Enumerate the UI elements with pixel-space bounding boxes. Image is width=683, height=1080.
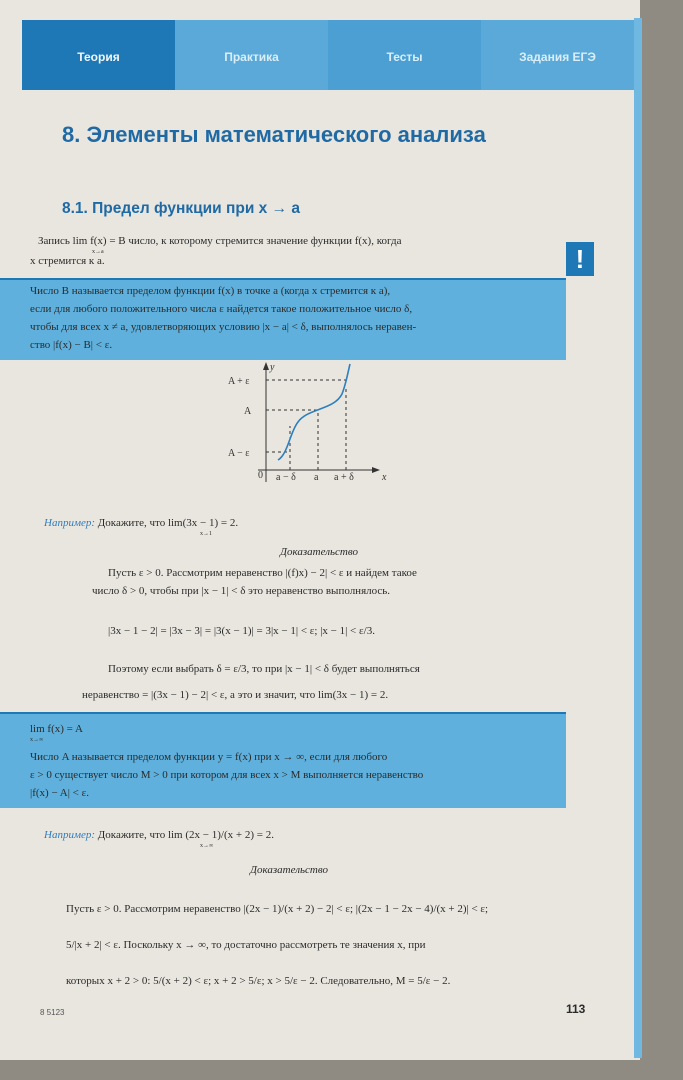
example2-text: Докажите, что lim (2x − 1)/(x + 2) = 2. [97,829,274,841]
page-edge-stripe [634,18,642,1058]
definition2-line-1: Число A называется пределом функции y = f(x) при x → ∞, если для любого [30,751,388,763]
example2-subscript: x→∞ [200,843,214,849]
page-number: 113 [566,1002,586,1016]
label-a-plus-eps: A + ε [228,376,250,387]
proof2-title: Доказательство [250,864,328,876]
example1 [44,516,238,531]
proof2-line-3: которых x + 2 > 0: 5/(x + 2) < ε; x + 2 > 5/ε; x > 5/ε − 2. Следовательно, M = 5/ε − 2. [66,975,451,987]
label-a-plus-delta: a + δ [334,472,354,483]
proof1-line-3: |3x − 1 − 2| = |3x − 3| = |3(x − 1)| = 3|x − 1| < ε; |x − 1| < ε/3. [108,625,375,637]
x-axis-arrow [372,467,380,473]
tab-exam-tasks[interactable]: Задания ЕГЭ [481,20,634,90]
definition1-box [0,280,566,360]
tab-practice[interactable]: Практика [175,20,328,90]
label-a-minus-eps: A − ε [228,448,250,459]
tab-theory[interactable]: Теория [22,20,175,90]
definition1-line-3: чтобы для всех x ≠ a, удовлетворяющих условию |x − a| < δ, выполнялось неравен- [30,321,417,333]
label-a-x: a [314,472,319,483]
example1-label: Например: [44,517,96,529]
intro-limit-subscript: x→a [92,249,104,255]
proof2-line-2: 5/|x + 2| < ε. Поскольку x → ∞, то достаточно рассмотреть те значения x, при [66,939,426,951]
tab-tests[interactable]: Тесты [328,20,481,90]
proof1-line-4: Поэтому если выбрать δ = ε/3, то при |x − 1| < δ будет выполняться [108,663,420,675]
y-axis-arrow [263,362,269,370]
intro-line-1: Запись lim f(x) = B число, к которому стремится значение функции f(x), когда [38,235,402,247]
origin-label: 0 [258,470,263,481]
definition2-line-2: ε > 0 существует число M > 0 при котором для всех x > M выполняется неравенство [30,769,424,781]
definition2-subscript: x→∞ [30,737,44,743]
proof1-line-2: число δ > 0, чтобы при |x − 1| < δ это неравенство выполнялось. [92,585,391,597]
label-a: A [244,406,252,417]
proof1-line-5: неравенство = |(3x − 1) − 2| < ε, а это и значит, что lim(3x − 1) = 2. [82,689,389,701]
example1-text: Докажите, что lim(3x − 1) = 2. [97,517,239,529]
definition1-line-1: Число B называется пределом функции f(x) в точке a (когда x стремится к a), [30,285,391,297]
label-a-minus-delta: a − δ [276,472,296,483]
definition1-line-2: если для любого положительного числа ε найдется такое положительное число δ, [30,303,413,315]
intro-line-2: x стремится к a. [30,255,105,267]
proof1-line-1: Пусть ε > 0. Рассмотрим неравенство |(f)x) − 2| < ε и найдем такое [108,567,417,579]
proof2-line-1: Пусть ε > 0. Рассмотрим неравенство |(2x − 1)/(x + 2) − 2| < ε; |(2x − 1 − 2x − 4)/(x + 2)| < ε; [66,903,489,915]
section-title: 8.1. Предел функции при x → a [62,200,301,217]
definition1-line-4: ство |f(x) − B| < ε. [30,339,113,351]
chapter-title: 8. Элементы математического анализа [62,122,486,147]
definition2-head: lim f(x) = A [30,723,83,735]
definition2-box [0,714,566,808]
exclamation-icon: ! [566,242,594,276]
function-curve [278,364,350,460]
example2 [44,828,274,843]
limit-graph [222,358,390,486]
tab-bar [22,20,634,90]
proof1-title: Доказательство [280,546,358,558]
example2-label: Например: [44,829,96,841]
x-axis-label: x [382,472,387,483]
definition2-line-3: |f(x) − A| < ε. [30,787,90,799]
example1-subscript: x→1 [200,531,212,537]
y-axis-label: y [270,362,275,373]
footer-code: 8 5123 [40,1008,65,1017]
